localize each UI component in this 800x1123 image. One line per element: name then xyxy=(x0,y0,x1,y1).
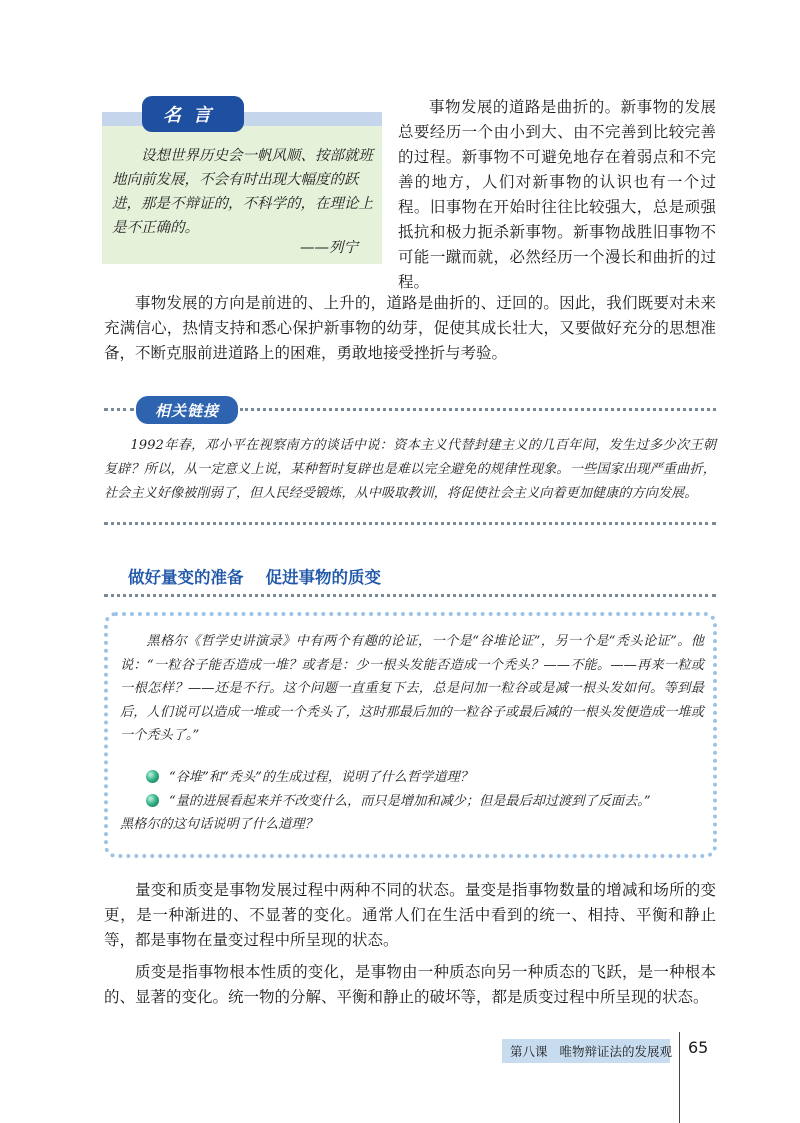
intro-right-paragraph: 事物发展的道路是曲折的。新事物的发展总要经历一个由小到大、由不完善到比较完善的过程。新事物不可避免地存在着弱点和不完善的地方，人们对新事物的认识也有一个过程。旧事物在开始时往往比较强大，总是顽强抵抗和极力扼杀新事物。新事物战胜旧事物不可能一蹴而就，必然经历一个漫长和曲折的过程。 xyxy=(398,98,716,291)
quote-tab-label: 名言 xyxy=(142,96,244,132)
inquiry-question-2-text: “量的进展看起来并不改变什么，而只是增加和减少；但是最后却过渡到了反面去。” xyxy=(169,794,651,809)
bullet-icon xyxy=(146,770,159,783)
footer-lesson-title: 唯物辩证法的发展观 xyxy=(559,1044,673,1059)
section-title-part1: 做好量变的准备 xyxy=(128,568,244,587)
inquiry-question-1-text: “谷堆”和“秃头”的生成过程，说明了什么哲学道理？ xyxy=(169,770,473,785)
section-title-part2: 促进事物的质变 xyxy=(265,568,381,587)
inquiry-question-1 xyxy=(146,766,473,790)
inquiry-question-2 xyxy=(146,790,706,814)
quote-author: ——列宁 xyxy=(300,240,358,256)
body-paragraph-1: 量变和质变是事物发展过程中两种不同的状态。量变是指事物数量的增减和场所的变更，是一种渐进的、不显著的变化。通常人们在生活中看到的统一、相持、平衡和静止等，都是事物在量变过程中所呈现的状态。 xyxy=(104,881,716,949)
inquiry-question-2-continued: 黑格尔的这句话说明了什么道理？ xyxy=(120,817,318,832)
inquiry-text: 黑格尔《哲学史讲演录》中有两个有趣的论证，一个是“谷堆论证”，另一个是“秃头论证”。他说：“一粒谷子能否造成一堆？或者是：少一根头发能否造成一个秃头？——不能。——再来一粒或一根怎样？——还是不行。这个问题一直重复下去，总是问加一粒谷或是减一根头发如何。等到最后，人们说可以造成一堆或一个秃头了，这时那最后加的一粒谷子或最后减的一根头发便造成一堆或一个秃头了。” xyxy=(120,634,704,743)
quote-text: 设想世界历史会一帆风顺、按部就班地向前发展，不会有时出现大幅度的跃进，那是不辩证的，不科学的，在理论上是不正确的。 xyxy=(112,148,373,236)
divider-dotted xyxy=(104,594,716,597)
related-link-text: 1992年春，邓小平在视察南方的谈话中说：资本主义代替封建主义的几百年间，发生过多少次王朝复辟？所以，从一定意义上说，某种暂时复辟也是难以完全避免的规律性现象。一些国家出现严重曲折，社会主义好像被削弱了，但人民经受锻炼，从中吸取教训，将促使社会主义向着更加健康的方向发展。 xyxy=(104,438,716,501)
divider-dotted xyxy=(240,408,716,411)
page-number: 65 xyxy=(688,1038,709,1057)
footer-lesson: 第八课 xyxy=(510,1044,548,1059)
footer-label xyxy=(510,1042,672,1060)
body-paragraph-2: 质变是指事物根本性质的变化，是事物由一种质态向另一种质态的飞跃，是一种根本的、显著的变化。统一物的分解、平衡和静止的破坏等，都是质变过程中所呈现的状态。 xyxy=(104,963,716,1006)
divider-dotted xyxy=(104,522,716,525)
divider-dotted xyxy=(104,408,134,411)
footer-divider xyxy=(679,1032,680,1123)
intro-main-paragraph: 事物发展的方向是前进的、上升的，道路是曲折的、迂回的。因此，我们既要对未来充满信心，热情支持和悉心保护新事物的幼芽，促使其成长壮大，又要做好充分的思想准备，不断克服前进道路上的困难，勇敢地接受挫折与考验。 xyxy=(104,294,716,362)
related-link-tab-label: 相关链接 xyxy=(136,396,238,424)
section-title xyxy=(128,564,381,588)
bullet-icon xyxy=(146,794,159,807)
